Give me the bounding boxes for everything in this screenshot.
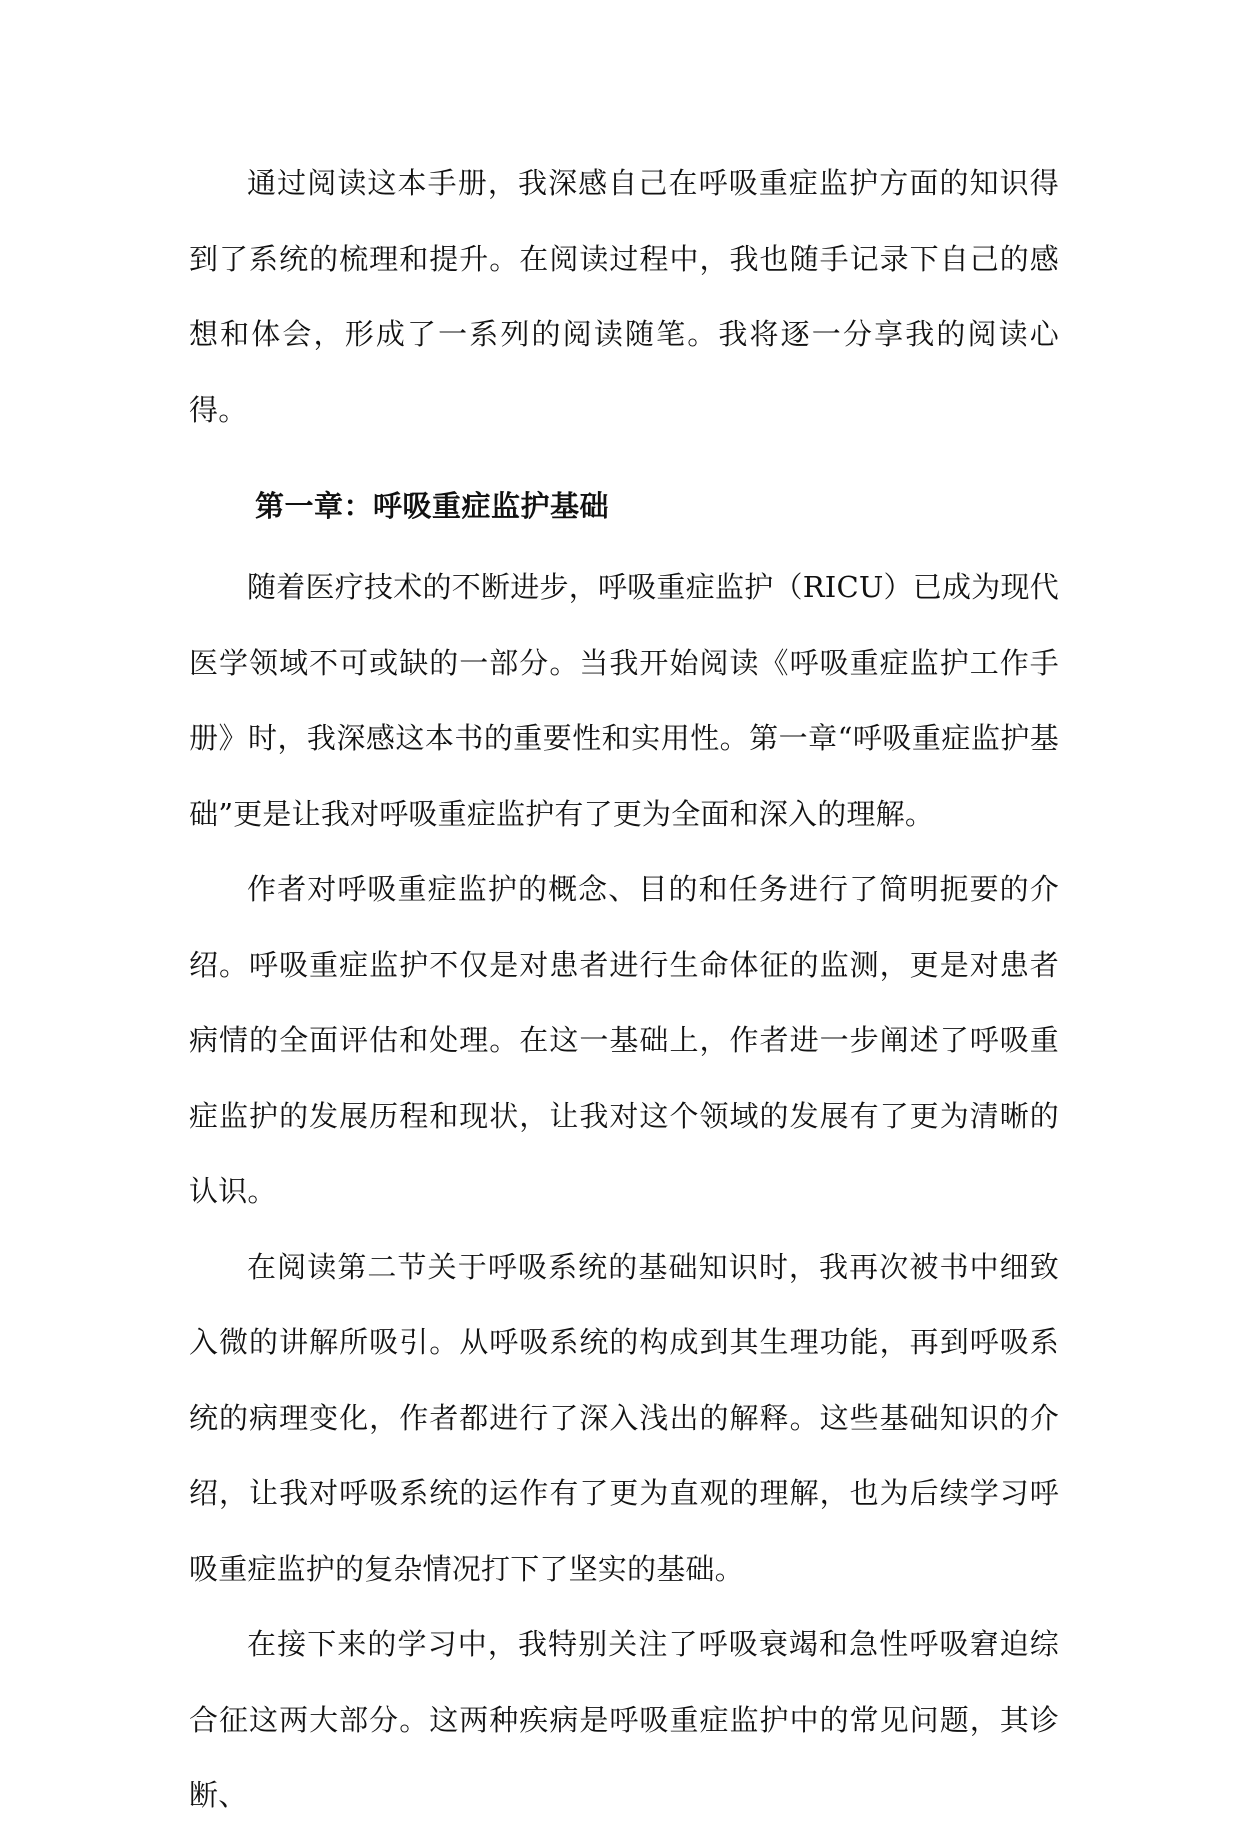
- body-paragraph-2: 作者对呼吸重症监护的概念、目的和任务进行了简明扼要的介绍。呼吸重症监护不仅是对患者进行生命体征的监测，更是对患者病情的全面评估和处理。在这一基础上，作者进一步阐述了呼吸重症监护的发展历程和现状，让我对这个领域的发展有了更为清晰的认识。: [189, 872, 1059, 1208]
- body-paragraph-3: 在阅读第二节关于呼吸系统的基础知识时，我再次被书中细致入微的讲解所吸引。从呼吸系统的构成到其生理功能，再到呼吸系统的病理变化，作者都进行了深入浅出的解释。这些基础知识的介绍，让我对呼吸系统的运作有了更为直观的理解，也为后续学习呼吸重症监护的复杂情况打下了坚实的基础。: [189, 1249, 1059, 1586]
- document-body: [189, 146, 1059, 1834]
- chapter-heading: 第一章：呼吸重症监护基础: [255, 489, 610, 523]
- intro-paragraph: 通过阅读这本手册，我深感自己在呼吸重症监护方面的知识得到了系统的梳理和提升。在阅读过程中，我也随手记录下自己的感想和体会，形成了一系列的阅读随笔。我将逐一分享我的阅读心得。: [189, 166, 1059, 427]
- body-paragraph-1: 随着医疗技术的不断进步，呼吸重症监护（RICU）已成为现代医学领域不可或缺的一部分。当我开始阅读《呼吸重症监护工作手册》时，我深感这本书的重要性和实用性。第一章“呼吸重症监护基础”更是让我对呼吸重症监护有了更为全面和深入的理解。: [189, 570, 1059, 831]
- body-paragraph-4: 在接下来的学习中，我特别关注了呼吸衰竭和急性呼吸窘迫综合征这两大部分。这两种疾病是呼吸重症监护中的常见问题，其诊断、: [189, 1627, 1059, 1812]
